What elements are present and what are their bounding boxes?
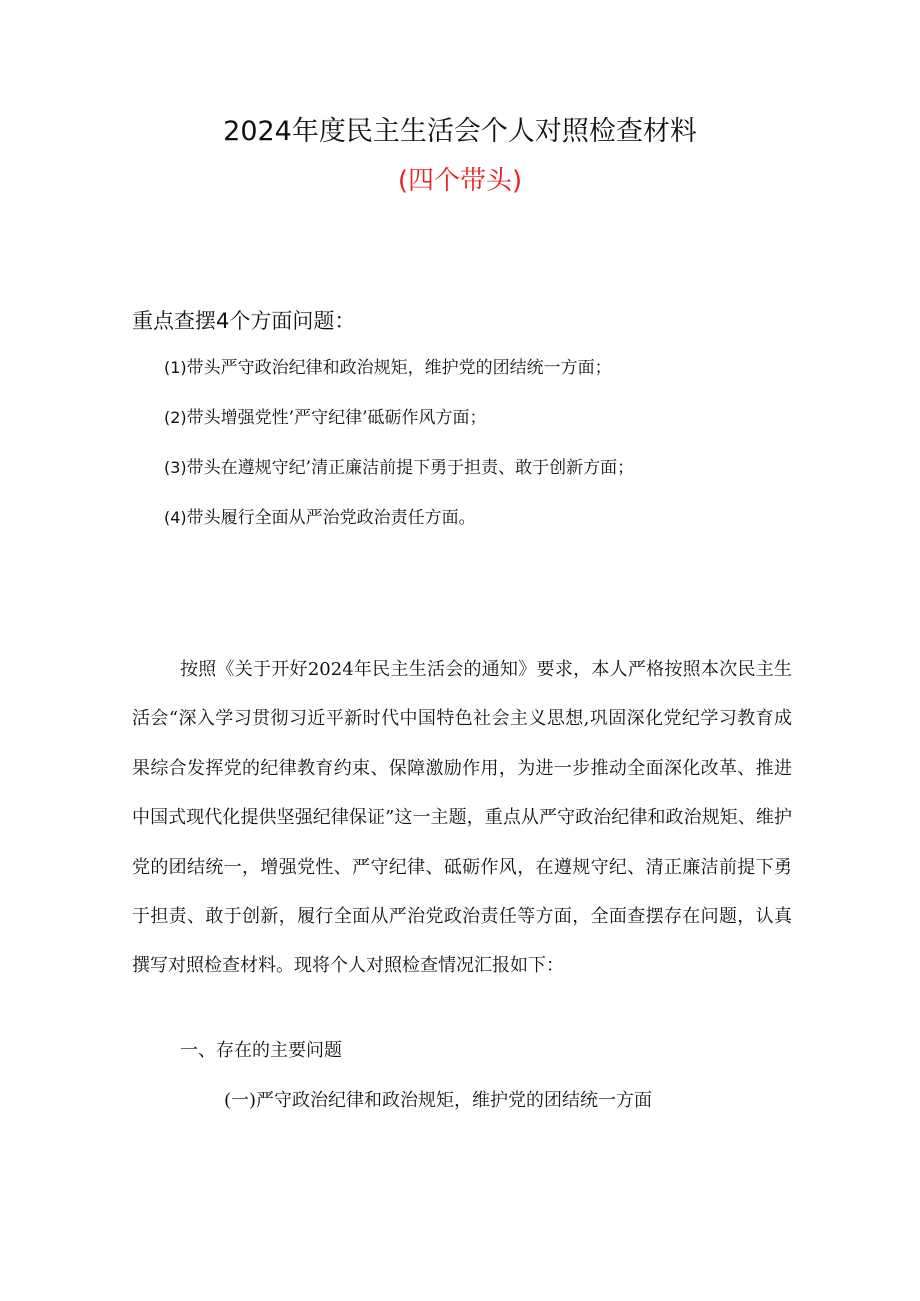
key-point-text: 带头在遵规守纪’清正廉洁前提下勇于担责、敢于创新方面； <box>186 458 635 478</box>
key-point-number: (3) <box>164 458 187 477</box>
key-point-number: (1) <box>164 358 187 377</box>
key-point-item <box>164 355 634 381</box>
key-point-text: 带头增强党性’严守纪律’砥砺作风方面； <box>186 408 487 428</box>
subsection-heading: (一)严守政治纪律和政治规矩，维护党的团结统一方面 <box>224 1090 653 1111</box>
key-point-item <box>164 455 634 481</box>
body-paragraph: 按照《关于开好2024年民主生活会的通知》要求，本人严格按照本次民主生活会“深入学习贯彻习近平新时代中国特色社会主义思想,巩固深化党纪学习教育成果综合发挥党的纪律教育约束、保障激励作用，为进一步推动全面深化改革、推进中国式现代化提供坚强纪律保证”这一主题，重点从严守政治纪律和政治规矩、维护党的团结统一，增强党性、严守纪律、砥砺作风，在遵规守纪、清正廉洁前提下勇于担责、敢于创新，履行全面从严治党政治责任等方面，全面查摆存在问题，认真撰写对照检查材料。现将个人对照检查情况汇报如下： <box>132 659 792 977</box>
key-points-list <box>164 355 634 555</box>
document-title: 2024年度民主生活会个人对照检查材料 <box>223 116 697 147</box>
key-point-number: (4) <box>164 508 187 527</box>
section-heading: 一、存在的主要问题 <box>180 1040 342 1061</box>
key-point-number: (2) <box>164 408 187 427</box>
document-subtitle: (四个带头) <box>397 166 523 196</box>
key-points-heading: 重点查摆4个方面问题： <box>132 309 356 333</box>
key-point-text: 带头严守政治纪律和政治规矩，维护党的团结统一方面； <box>186 358 612 378</box>
key-point-item <box>164 405 634 431</box>
key-point-text: 带头履行全面从严治党政治责任方面。 <box>186 508 476 528</box>
key-point-item <box>164 505 634 531</box>
